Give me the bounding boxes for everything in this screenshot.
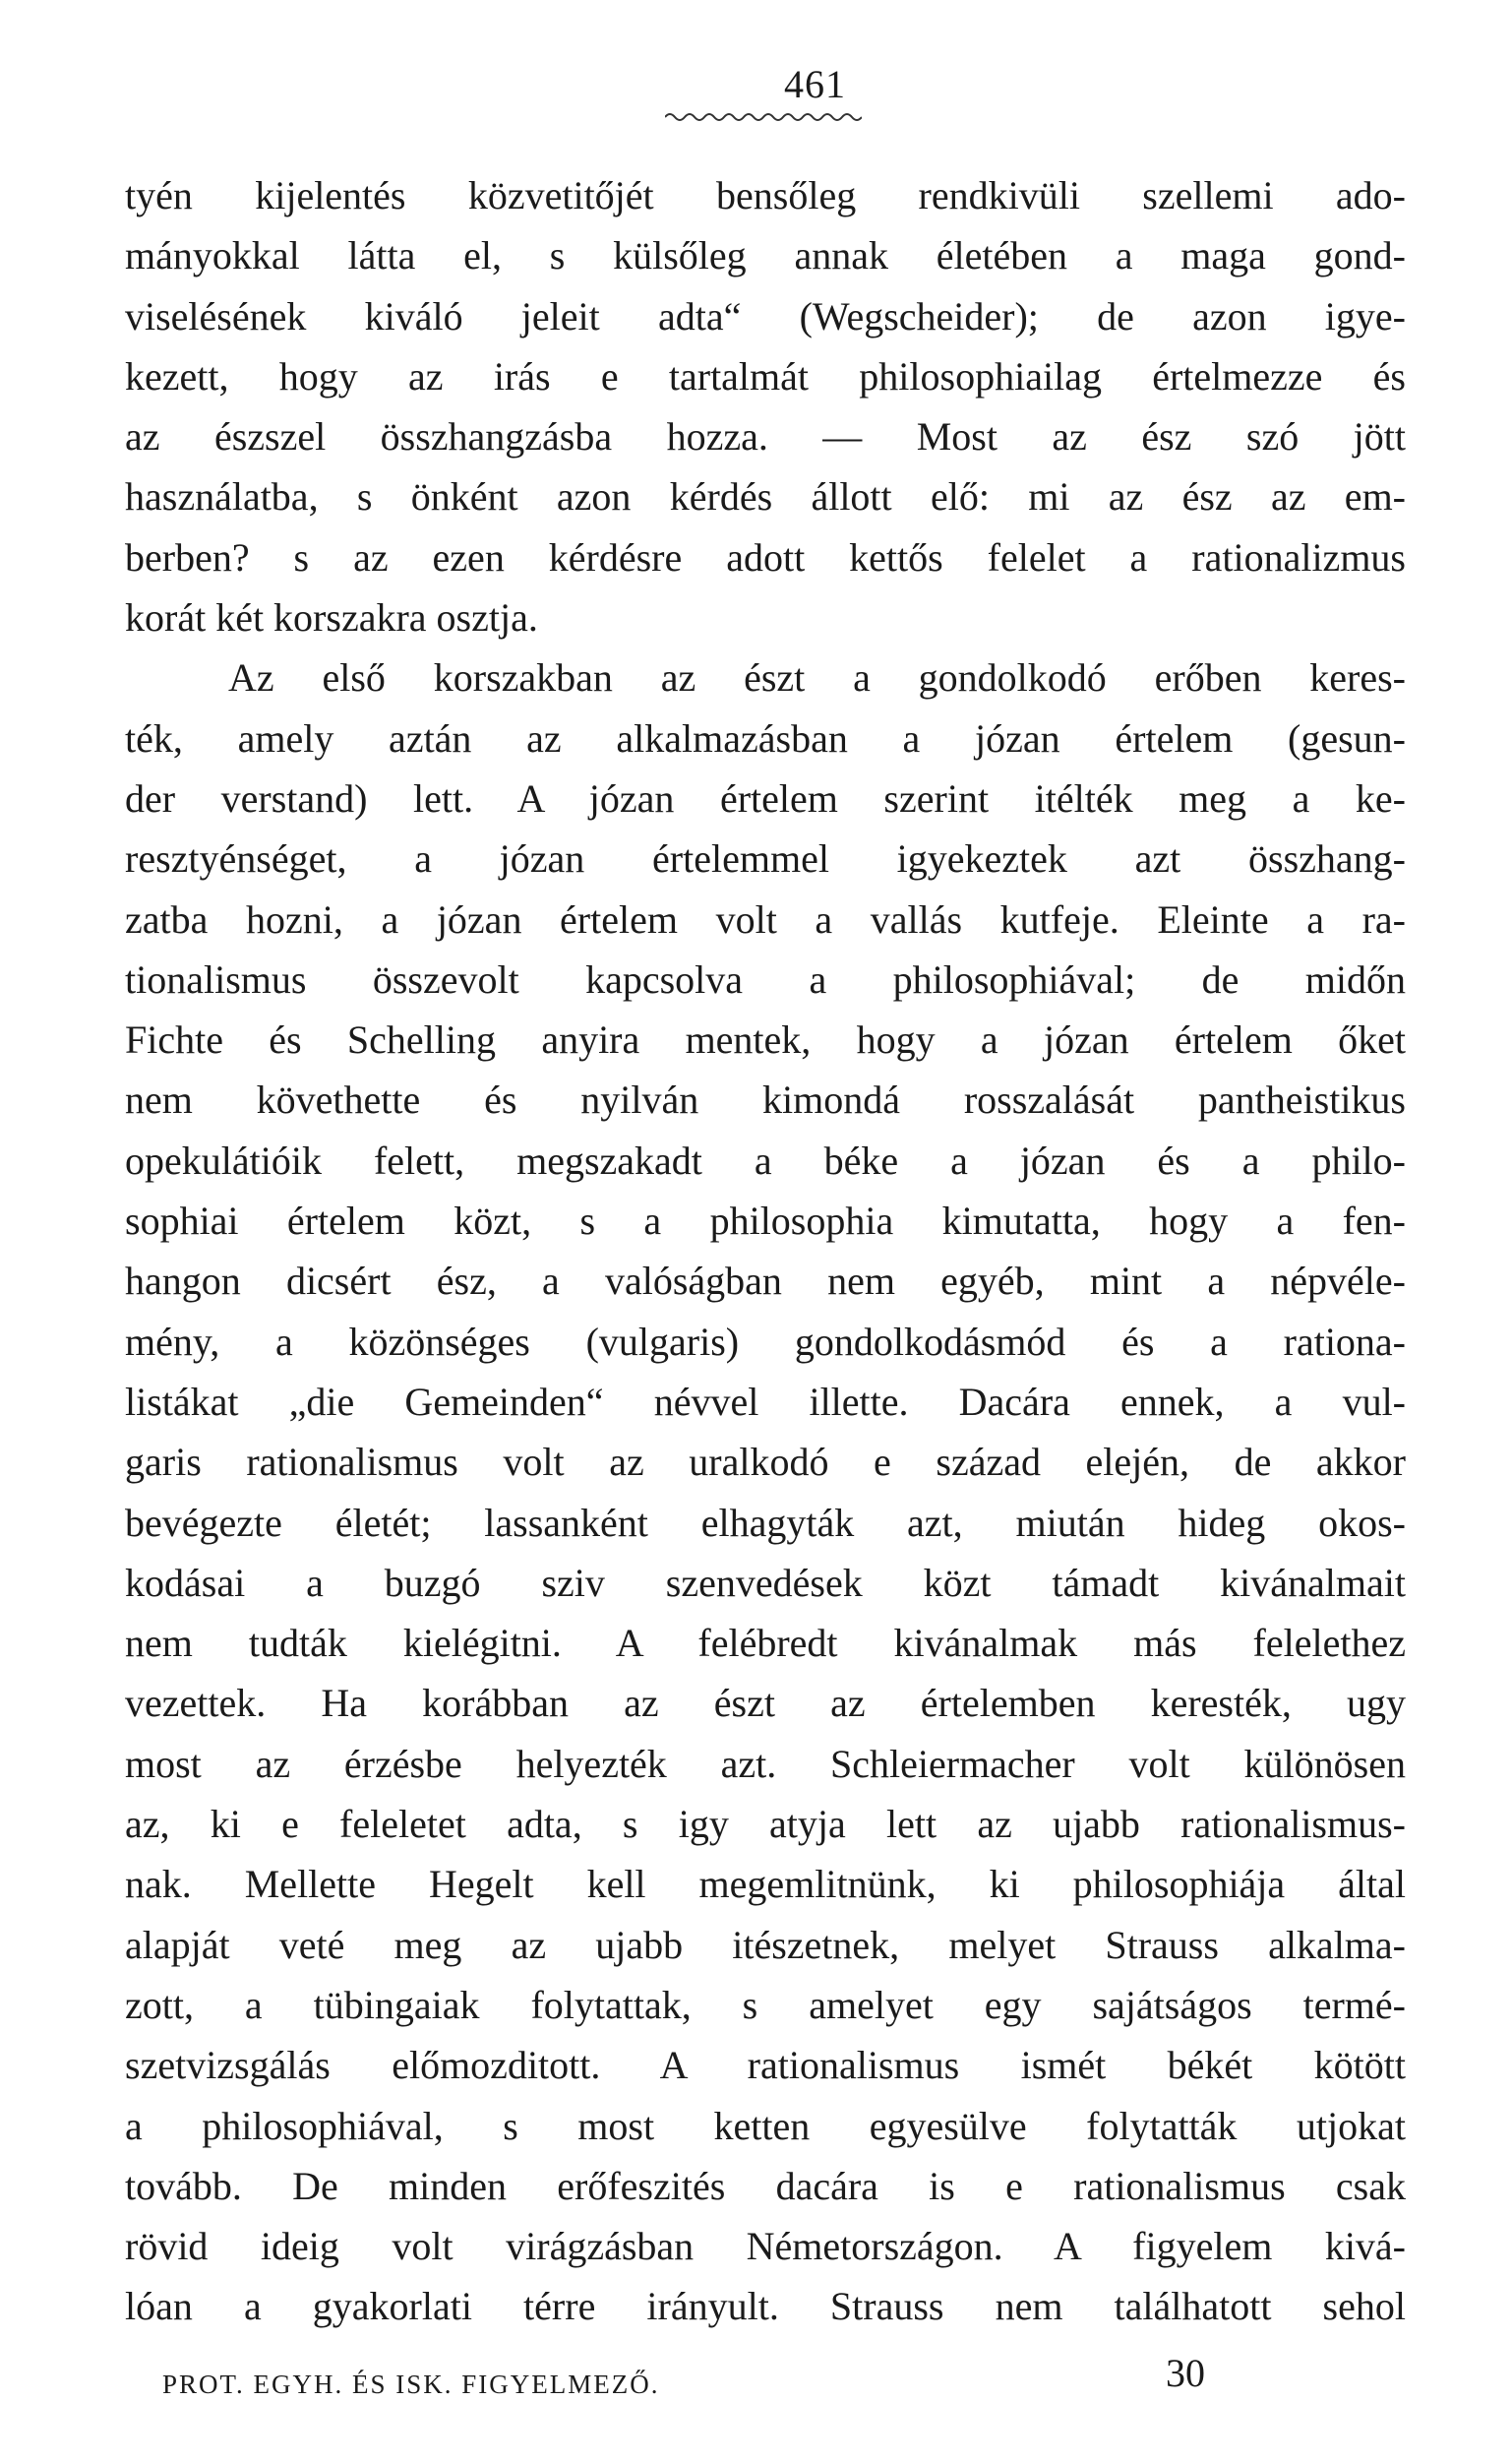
text-line: mény, a közönséges (vulgaris) gondolkodásmód és a rationa- — [125, 1319, 1406, 1364]
text-line: berben? s az ezen kérdésre adott kettős felelet a rationalizmus — [125, 534, 1406, 580]
text-line: rövid ideig volt virágzásban Németországon. A figyelem kivá- — [125, 2224, 1406, 2269]
text-line: ték, amely aztán az alkalmazásban a józan értelem (gesun- — [125, 715, 1406, 761]
page-footer — [162, 2350, 1205, 2409]
text-line: most az érzésbe helyezték azt. Schleiermacher volt különösen — [125, 1741, 1406, 1786]
text-line: tovább. De minden erőfeszités dacára is e rationalismus csak — [125, 2163, 1406, 2208]
text-line: korát két korszakra osztja. — [125, 595, 538, 641]
text-line: nem tudták kielégitni. A felébredt kivánalmak más felelethez — [125, 1621, 1406, 1666]
text-line: opekulátióik felett, megszakadt a béke a józan és a philo- — [125, 1138, 1406, 1183]
text-line: resztyénséget, a józan értelemmel igyekeztek azt összhang- — [125, 836, 1406, 882]
text-line: viselésének kiváló jeleit adta“ (Wegscheider); de azon igye- — [125, 293, 1406, 339]
page-number-text: 461 — [784, 62, 846, 106]
body-text — [125, 165, 1406, 2337]
text-line: vezettek. Ha korábban az észt az értelemben keresték, ugy — [125, 1681, 1406, 1726]
text-line: szetvizsgálás előmozditott. A rationalismus ismét békét kötött — [125, 2043, 1406, 2088]
text-line: tyén kijelentés közvetitőjét bensőleg rendkivüli szellemi ado- — [125, 173, 1406, 217]
footer-signature: PROT. EGYH. ÉS ISK. FIGYELMEZŐ. — [162, 2370, 660, 2399]
sheet-number: 30 — [1166, 2351, 1205, 2395]
text-line: sophiai értelem közt, s a philosophia kimutatta, hogy a fen- — [125, 1199, 1406, 1244]
text-line: hangon dicsért ész, a valóságban nem egyéb, mint a népvéle- — [125, 1259, 1406, 1304]
text-line: a philosophiával, s most ketten egyesülve folytatták utjokat — [125, 2103, 1406, 2148]
text-line: alapját veté meg az ujabb itészetnek, melyet Strauss alkalma- — [125, 1922, 1406, 1967]
text-line: az észszel összhangzásba hozza. — Most az ész szó jött — [125, 414, 1406, 460]
text-line: Az első korszakban az észt a gondolkodó erőben keres- — [228, 655, 1406, 701]
text-line: mányokkal látta el, s külsőleg annak életében a maga gond- — [125, 233, 1406, 278]
text-line: tionalismus összevolt kapcsolva a philosophiával; de midőn — [125, 956, 1406, 1002]
text-line: der verstand) lett. A józan értelem szerint itélték meg a ke- — [125, 775, 1406, 821]
text-line: az, ki e feleletet adta, s igy atyja lett az ujabb rationalismus- — [125, 1802, 1406, 1847]
text-line: nem követhette és nyilván kimondá rosszalását pantheistikus — [125, 1078, 1406, 1123]
text-line: lóan a gyakorlati térre irányult. Strauss nem találhatott sehol — [125, 2284, 1406, 2329]
text-line: bevégezte életét; lassanként elhagyták azt, miután hideg okos- — [125, 1500, 1406, 1545]
text-line: kezett, hogy az irás e tartalmát philosophiailag értelmezze és — [125, 353, 1406, 399]
text-line: Fichte és Schelling anyira mentek, hogy a józan értelem őket — [125, 1017, 1406, 1063]
text-line: kodásai a buzgó sziv szenvedések közt támadt kivánalmait — [125, 1560, 1406, 1605]
ornamental-rule — [665, 110, 862, 124]
text-line: használatba, s önként azon kérdés állott elő: mi az ész az em- — [125, 474, 1406, 520]
text-line: zott, a tübingaiak folytattak, s amelyet egy sajátságos termé- — [125, 1982, 1406, 2027]
text-line: nak. Mellette Hegelt kell megemlitnünk, ki philosophiája által — [125, 1862, 1406, 1907]
text-line: listákat „die Gemeinden“ névvel illette. Dacára ennek, a vul- — [125, 1379, 1406, 1424]
text-line: zatba hozni, a józan értelem volt a vallás kutfeje. Eleinte a ra- — [125, 896, 1406, 942]
page-number — [0, 61, 1512, 107]
text-line: garis rationalismus volt az uralkodó e század elején, de akkor — [125, 1440, 1406, 1485]
